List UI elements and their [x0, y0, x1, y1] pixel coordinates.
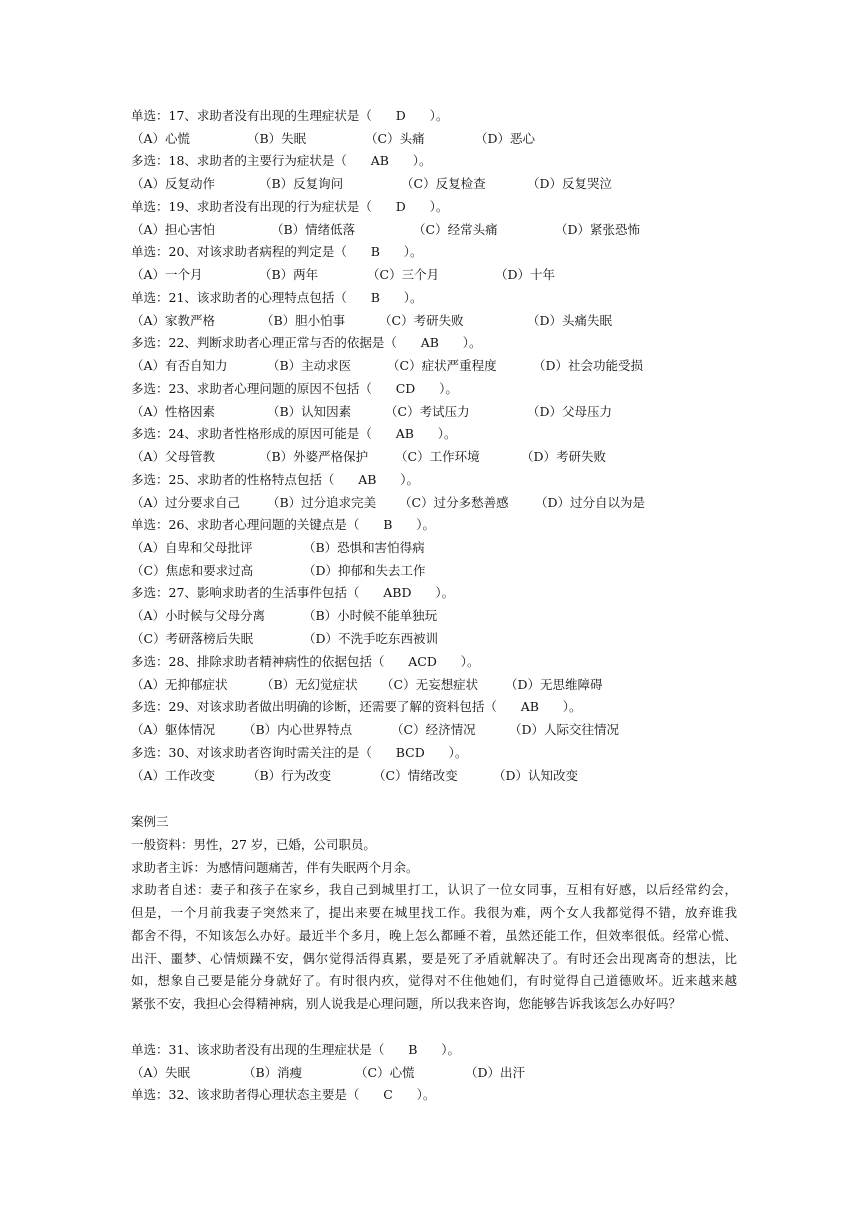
- question-options-22: [131, 358, 644, 374]
- option-d: （D）恶心: [475, 131, 536, 146]
- question-stem-17: 单选：17、求助者没有出现的生理症状是（ D ）。: [131, 108, 449, 123]
- option-a: （A）反复动作: [131, 176, 216, 191]
- question-options-20: [131, 267, 556, 283]
- question-options-29: [131, 722, 620, 738]
- question-stem-31: 单选：31、该求助者没有出现的生理症状是（ B ）。: [131, 1042, 461, 1057]
- option-a: （A）家教严格: [131, 313, 216, 328]
- option-d: （D）紧张恐怖: [555, 222, 641, 237]
- question-options-26-row1: [131, 540, 425, 556]
- case-title: 案例三: [131, 814, 169, 829]
- option-d: （D）不洗手吃东西被训: [303, 631, 439, 646]
- option-a: （A）过分要求自己: [131, 495, 241, 510]
- question-options-31: [131, 1065, 526, 1081]
- question-stem-30: 多选：30、对该求助者咨询时需关注的是（ BCD ）。: [131, 745, 468, 760]
- question-stem-22: 多选：22、判断求助者心理正常与否的依据是（ AB ）。: [131, 335, 482, 350]
- option-c: （C）心慌: [355, 1065, 415, 1080]
- option-d: （D）人际交往情况: [509, 722, 620, 737]
- option-b: （B）胆小怕事: [261, 313, 346, 328]
- option-a: （A）无抑郁症状: [131, 677, 228, 692]
- option-b: （B）情绪低落: [271, 222, 356, 237]
- question-stem-19: 单选：19、求助者没有出现的行为症状是（ D ）。: [131, 199, 449, 214]
- case-narrative-line: 出汗、噩梦、心情烦躁不安，偶尔觉得活得真累，要是死了矛盾就解决了。有时还会出现离奇的想法，比: [131, 951, 737, 966]
- option-a: （A）性格因素: [131, 404, 216, 419]
- option-d: （D）抑郁和失去工作: [303, 563, 426, 578]
- question-options-24: [131, 449, 607, 465]
- option-c: （C）考试压力: [385, 404, 470, 419]
- option-c: （C）情绪改变: [373, 768, 458, 783]
- option-d: （D）头痛失眠: [527, 313, 613, 328]
- question-options-27-row1: [131, 608, 438, 624]
- question-stem-29: 多选：29、对该求助者做出明确的诊断，还需要了解的资料包括（ AB ）。: [131, 699, 582, 714]
- option-a: （A）工作改变: [131, 768, 216, 783]
- option-d: （D）认知改变: [493, 768, 579, 783]
- option-b: （B）主动求医: [267, 358, 352, 373]
- case-narrative-line: 都舍不得，不知该怎么办好。最近半个多月，晚上怎么都睡不着，虽然还能工作，但效率很低。经常心慌、: [131, 928, 737, 943]
- option-c: （C）工作环境: [395, 449, 480, 464]
- question-stem-23: 多选：23、求助者心理问题的原因不包括（ CD ）。: [131, 381, 458, 396]
- case-narrative-line: 紧张不安，我担心会得精神病，别人说我是心理问题，所以我来咨询，您能够告诉我该怎么办好吗？: [131, 996, 682, 1011]
- question-stem-21: 单选：21、该求助者的心理特点包括（ B ）。: [131, 290, 423, 305]
- question-options-25: [131, 495, 646, 511]
- option-a: （A）父母管教: [131, 449, 216, 464]
- option-c: （C）考研落榜后失眠: [131, 631, 254, 646]
- option-c: （C）过分多愁善感: [399, 495, 509, 510]
- option-b: （B）认知因素: [267, 404, 352, 419]
- option-c: （C）考研失败: [379, 313, 464, 328]
- question-stem-20: 单选：20、对该求助者病程的判定是（ B ）。: [131, 244, 423, 259]
- option-a: （A）小时候与父母分离: [131, 608, 266, 623]
- option-b: （B）失眠: [247, 131, 307, 146]
- option-a: （A）心慌: [131, 131, 191, 146]
- option-c: （C）症状严重程度: [387, 358, 497, 373]
- question-stem-28: 多选：28、排除求助者精神病性的依据包括（ ACD ）。: [131, 654, 480, 669]
- option-c: （C）反复检查: [401, 176, 486, 191]
- question-options-21: [131, 313, 613, 329]
- option-b: （B）外婆严格保护: [259, 449, 369, 464]
- option-a: （A）担心害怕: [131, 222, 216, 237]
- option-b: （B）小时候不能单独玩: [303, 608, 438, 623]
- question-options-28: [131, 677, 603, 693]
- question-options-18: [131, 176, 613, 192]
- question-options-27-row2: [131, 631, 439, 647]
- option-c: （C）头痛: [365, 131, 425, 146]
- option-b: （B）内心世界特点: [243, 722, 353, 737]
- question-stem-27: 多选：27、影响求助者的生活事件包括（ ABD ）。: [131, 585, 455, 600]
- option-b: （B）恐惧和害怕得病: [303, 540, 425, 555]
- question-options-23: [131, 404, 613, 420]
- case-narrative-line: 求助者自述：妻子和孩子在家乡，我自己到城里打工，认识了一位女同事，互相有好感，以后经常约会，: [131, 882, 737, 897]
- option-d: （D）反复哭泣: [527, 176, 613, 191]
- question-options-17: [131, 131, 536, 147]
- option-d: （D）考研失败: [521, 449, 607, 464]
- option-c: （C）三个月: [367, 267, 440, 282]
- option-a: （A）自卑和父母批评: [131, 540, 253, 555]
- option-a: （A）躯体情况: [131, 722, 216, 737]
- option-a: （A）一个月: [131, 267, 203, 282]
- option-b: （B）消瘦: [243, 1065, 303, 1080]
- question-stem-24: 多选：24、求助者性格形成的原因可能是（ AB ）。: [131, 426, 457, 441]
- option-c: （C）经济情况: [391, 722, 476, 737]
- option-d: （D）出汗: [465, 1065, 526, 1080]
- option-d: （D）社会功能受损: [533, 358, 644, 373]
- option-d: （D）过分自以为是: [535, 495, 646, 510]
- option-c: （C）无妄想症状: [381, 677, 479, 692]
- case-narrative-line: 如，想象自己要是能分身就好了。有时很内疚，觉得对不住他她们，有时觉得自己道德败坏。近来越来越: [131, 973, 737, 988]
- option-a: （A）失眠: [131, 1065, 191, 1080]
- question-options-26-row2: [131, 563, 426, 579]
- option-c: （C）焦虑和要求过高: [131, 563, 254, 578]
- option-d: （D）无思维障碍: [505, 677, 603, 692]
- option-b: （B）行为改变: [247, 768, 332, 783]
- question-options-19: [131, 222, 641, 238]
- option-b: （B）无幻觉症状: [261, 677, 358, 692]
- case-narrative-line: 但是，一个月前我妻子突然来了，提出来要在城里找工作。我很为难，两个女人我都觉得不错，放弃谁我: [131, 905, 737, 920]
- case-complaint: 求助者主诉：为感情问题痛苦，伴有失眠两个月余。: [131, 860, 419, 875]
- option-b: （B）两年: [259, 267, 319, 282]
- option-b: （B）反复询问: [259, 176, 344, 191]
- option-a: （A）有否自知力: [131, 358, 228, 373]
- question-options-30: [131, 768, 579, 784]
- question-stem-18: 多选：18、求助者的主要行为症状是（ AB ）。: [131, 153, 432, 168]
- option-d: （D）父母压力: [527, 404, 613, 419]
- case-general-info: 一般资料：男性，27 岁，已婚，公司职员。: [131, 837, 376, 852]
- option-c: （C）经常头痛: [413, 222, 498, 237]
- option-b: （B）过分追求完美: [267, 495, 377, 510]
- question-stem-25: 多选：25、求助者的性格特点包括（ AB ）。: [131, 472, 420, 487]
- option-d: （D）十年: [495, 267, 556, 282]
- question-stem-32: 单选：32、该求助者得心理状态主要是（ C ）。: [131, 1087, 436, 1102]
- question-stem-26: 单选：26、求助者心理问题的关键点是（ B ）。: [131, 517, 436, 532]
